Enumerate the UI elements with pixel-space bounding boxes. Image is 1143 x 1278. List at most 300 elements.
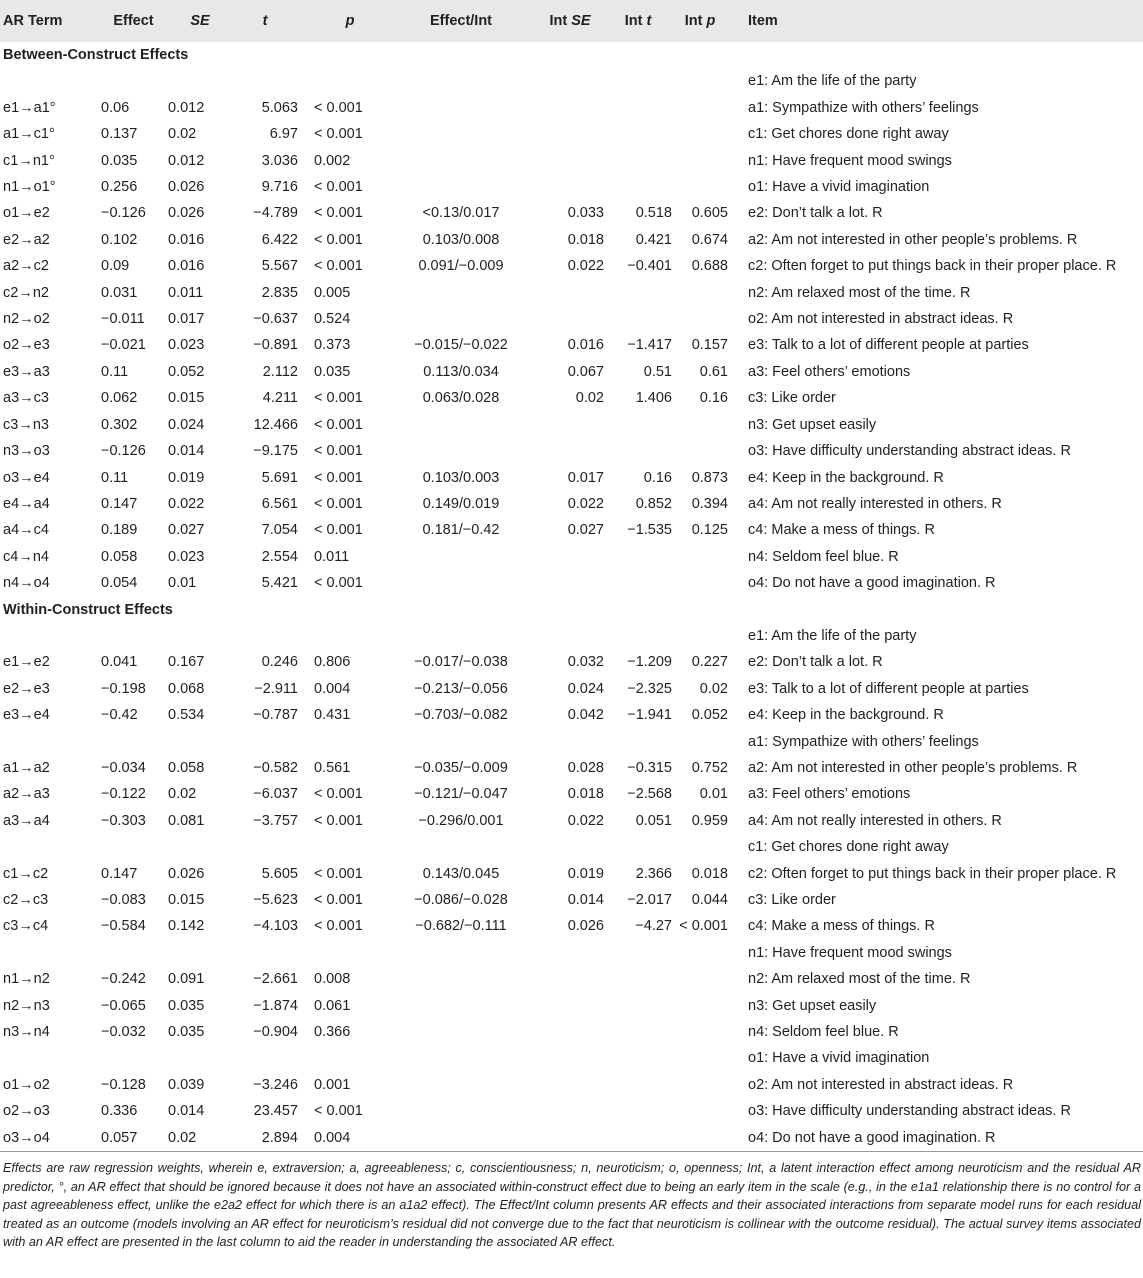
item-cell: o2: Am not interested in abstract ideas. R xyxy=(748,1076,1014,1093)
p-cell: 0.806 xyxy=(314,654,351,671)
ar-term-cell: n3→o3 xyxy=(3,443,50,460)
ar-term-cell: a3→a4 xyxy=(3,812,50,829)
section-header-row xyxy=(0,42,1143,68)
table-row xyxy=(0,174,1143,200)
t-cell xyxy=(232,623,298,649)
effect-cell: −0.126 xyxy=(101,205,146,222)
ar-term-cell: a4→c4 xyxy=(3,522,49,539)
se-cell: 0.142 xyxy=(168,918,205,935)
table-row xyxy=(0,781,1143,807)
int-p-cell: 0.227 xyxy=(691,654,728,671)
se-cell: 0.02 xyxy=(168,786,197,803)
int-t-cell: 1.406 xyxy=(635,390,672,407)
table-row xyxy=(0,755,1143,781)
int-se-cell: 0.018 xyxy=(567,231,604,248)
effect-int-cell: −0.086/−0.028 xyxy=(414,892,508,908)
ar-term-cell: a3→c3 xyxy=(3,390,49,407)
effect-cell: 0.062 xyxy=(101,390,138,407)
t-cell: 12.466 xyxy=(253,416,298,433)
t-cell: 0.246 xyxy=(261,654,298,671)
table-row xyxy=(0,887,1143,913)
int-p-cell xyxy=(672,148,728,174)
p-cell: < 0.001 xyxy=(314,918,363,935)
effect-cell: −0.42 xyxy=(101,707,138,724)
p-cell: 0.005 xyxy=(314,284,351,301)
t-cell xyxy=(232,940,298,966)
se-cell: 0.534 xyxy=(168,707,205,724)
int-p-cell xyxy=(672,1072,728,1098)
table-row xyxy=(0,570,1143,596)
int-t-cell: −1.417 xyxy=(627,337,672,354)
int-t-cell: −1.209 xyxy=(627,654,672,671)
t-cell: 2.554 xyxy=(261,548,298,565)
int-p-cell: 0.044 xyxy=(691,892,728,908)
ar-term-cell: o3→e4 xyxy=(3,469,50,486)
int-se-cell xyxy=(536,412,604,438)
int-t-cell xyxy=(604,412,672,438)
effect-int-cell xyxy=(386,280,536,306)
int-p-cell xyxy=(672,940,728,966)
effect-cell: −0.242 xyxy=(101,971,146,988)
p-cell: 0.002 xyxy=(314,152,351,169)
int-t-cell xyxy=(604,1098,672,1124)
p-cell xyxy=(298,834,386,860)
p-cell: 0.008 xyxy=(314,971,351,988)
se-cell xyxy=(166,623,232,649)
se-cell: 0.035 xyxy=(168,997,205,1014)
int-p-cell: 0.873 xyxy=(691,469,728,486)
p-cell: < 0.001 xyxy=(314,469,363,486)
item-cell: a2: Am not interested in other people’s problems. R xyxy=(748,231,1078,248)
effect-cell xyxy=(84,623,166,649)
int-p-cell: 0.605 xyxy=(691,205,728,222)
item-cell: a3: Feel others’ emotions xyxy=(748,786,911,803)
effect-int-cell xyxy=(386,148,536,174)
t-cell: −0.787 xyxy=(253,707,298,724)
p-cell xyxy=(298,68,386,94)
effect-int-cell: <0.13/0.017 xyxy=(422,205,500,222)
int-t-cell: −1.941 xyxy=(627,707,672,724)
effect-cell: −0.303 xyxy=(101,812,146,829)
item-cell: e4: Keep in the background. R xyxy=(748,707,944,724)
col-header-effect: Effect xyxy=(113,13,154,29)
table-row xyxy=(0,649,1143,675)
ar-term-cell: n3→n4 xyxy=(3,1024,50,1041)
int-p-cell xyxy=(672,412,728,438)
p-cell: < 0.001 xyxy=(314,892,363,908)
effect-int-cell: −0.121/−0.047 xyxy=(414,786,508,803)
t-cell: 4.211 xyxy=(262,390,298,407)
table-row xyxy=(0,1125,1143,1152)
int-p-cell xyxy=(672,729,728,755)
effect-cell: 0.102 xyxy=(101,231,138,248)
effect-cell: 0.054 xyxy=(101,575,138,592)
table-row xyxy=(0,993,1143,1019)
effect-int-cell: 0.143/0.045 xyxy=(422,865,500,882)
se-cell: 0.024 xyxy=(168,416,205,433)
item-cell: n4: Seldom feel blue. R xyxy=(748,1024,899,1041)
se-cell: 0.058 xyxy=(168,759,205,776)
t-cell: −3.246 xyxy=(253,1076,298,1093)
section-title: Between-Construct Effects xyxy=(3,47,189,63)
section-header-row xyxy=(0,597,1143,623)
int-se-cell: 0.022 xyxy=(567,258,604,275)
int-t-cell xyxy=(604,1045,672,1071)
effect-cell: −0.122 xyxy=(101,786,146,803)
ar-term-cell: e1→e2 xyxy=(3,654,50,671)
se-cell: 0.017 xyxy=(168,311,205,328)
table-row xyxy=(0,1019,1143,1045)
col-header-item: Item xyxy=(748,13,778,29)
int-se-cell xyxy=(536,95,604,121)
int-se-cell: 0.017 xyxy=(567,469,604,486)
effect-cell: 0.256 xyxy=(101,179,138,196)
t-cell: 5.605 xyxy=(261,865,298,882)
int-p-cell: < 0.001 xyxy=(679,918,728,935)
item-cell: n2: Am relaxed most of the time. R xyxy=(748,284,971,301)
int-t-cell xyxy=(604,174,672,200)
item-cell: n3: Get upset easily xyxy=(748,997,877,1014)
int-se-cell xyxy=(536,280,604,306)
ar-term-cell xyxy=(0,729,84,755)
effect-int-cell xyxy=(386,729,536,755)
int-se-cell: 0.024 xyxy=(567,680,604,697)
se-cell: 0.035 xyxy=(168,1024,205,1041)
int-se-cell xyxy=(536,729,604,755)
p-cell: < 0.001 xyxy=(314,126,363,143)
table-row xyxy=(0,227,1143,253)
int-se-cell: 0.032 xyxy=(567,654,604,671)
effect-cell xyxy=(84,68,166,94)
p-cell xyxy=(298,1045,386,1071)
effect-int-cell xyxy=(386,834,536,860)
int-p-cell: 0.688 xyxy=(691,258,728,275)
int-t-cell: −2.568 xyxy=(627,786,672,803)
effect-int-cell xyxy=(386,993,536,1019)
p-cell: < 0.001 xyxy=(314,443,363,460)
int-se-cell: 0.042 xyxy=(567,707,604,724)
effect-int-cell xyxy=(386,438,536,464)
se-cell: 0.039 xyxy=(168,1076,205,1093)
ar-term-cell: c2→c3 xyxy=(3,892,49,908)
col-header-ar-term: AR Term xyxy=(3,13,63,29)
p-cell: < 0.001 xyxy=(314,231,363,248)
t-cell xyxy=(232,1045,298,1071)
effect-int-cell xyxy=(386,306,536,332)
item-cell: n1: Have frequent mood swings xyxy=(748,944,952,961)
table-row xyxy=(0,966,1143,992)
se-cell: 0.012 xyxy=(168,99,205,116)
t-cell: 6.97 xyxy=(269,126,298,143)
effect-cell: 0.11 xyxy=(101,363,129,380)
ar-term-cell: n2→o2 xyxy=(3,311,50,328)
p-cell: 0.001 xyxy=(314,1076,351,1093)
table-row xyxy=(0,438,1143,464)
int-p-cell: 0.16 xyxy=(699,390,728,407)
int-t-cell xyxy=(604,834,672,860)
se-cell: 0.015 xyxy=(168,892,205,908)
ar-term-cell xyxy=(0,1045,84,1071)
se-cell xyxy=(166,68,232,94)
effect-cell: 0.11 xyxy=(101,469,129,486)
effect-int-cell: 0.091/−0.009 xyxy=(418,258,504,275)
effect-int-cell: 0.103/0.008 xyxy=(422,231,500,248)
int-p-cell xyxy=(672,966,728,992)
se-cell: 0.091 xyxy=(168,971,205,988)
table-row xyxy=(0,808,1143,834)
item-cell: e3: Talk to a lot of different people at parties xyxy=(748,680,1029,697)
effect-cell: −0.021 xyxy=(101,337,146,354)
table-row xyxy=(0,332,1143,358)
table-row xyxy=(0,359,1143,385)
ar-term-cell: a1→c1° xyxy=(3,126,55,143)
effect-cell: 0.041 xyxy=(101,654,138,671)
effect-cell: −0.584 xyxy=(101,918,146,935)
t-cell: −0.637 xyxy=(253,311,298,328)
p-cell xyxy=(298,623,386,649)
effect-cell: 0.147 xyxy=(101,865,138,882)
se-cell: 0.02 xyxy=(166,1125,232,1152)
effect-int-cell xyxy=(386,940,536,966)
int-se-cell xyxy=(536,1045,604,1071)
effect-int-cell xyxy=(386,1019,536,1045)
col-header-se: SE xyxy=(190,13,210,29)
p-cell: < 0.001 xyxy=(314,416,363,433)
int-se-cell xyxy=(536,993,604,1019)
se-cell: 0.026 xyxy=(168,205,205,222)
effect-cell: 0.035 xyxy=(101,152,138,169)
item-cell: e3: Talk to a lot of different people at parties xyxy=(748,337,1029,354)
int-t-cell: 2.366 xyxy=(635,865,672,882)
item-cell: o3: Have difficulty understanding abstract ideas. R xyxy=(748,443,1071,460)
col-header-t: t xyxy=(262,13,268,29)
p-cell: < 0.001 xyxy=(314,1103,363,1120)
t-cell: 2.835 xyxy=(261,284,298,301)
table-row xyxy=(0,676,1143,702)
t-cell: 5.567 xyxy=(261,258,298,275)
effect-int-cell: −0.017/−0.038 xyxy=(414,654,508,671)
t-cell: 5.063 xyxy=(261,99,298,116)
int-t-cell xyxy=(604,438,672,464)
t-cell xyxy=(232,729,298,755)
se-cell: 0.167 xyxy=(168,654,205,671)
t-cell: −3.757 xyxy=(253,812,298,829)
int-p-cell xyxy=(672,95,728,121)
effect-cell: −0.065 xyxy=(101,997,146,1014)
t-cell: −0.582 xyxy=(253,759,298,776)
effect-int-cell xyxy=(386,412,536,438)
effect-cell: 0.058 xyxy=(101,548,138,565)
se-cell: 0.01 xyxy=(168,575,197,592)
p-cell xyxy=(298,940,386,966)
p-cell: < 0.001 xyxy=(314,865,363,882)
ar-term-cell: e2→a2 xyxy=(3,231,50,248)
int-t-cell xyxy=(604,1019,672,1045)
effect-cell: 0.057 xyxy=(84,1125,166,1152)
ar-term-cell: a1→a2 xyxy=(3,759,50,776)
int-se-cell: 0.026 xyxy=(567,918,604,935)
item-cell: e2: Don’t talk a lot. R xyxy=(748,205,883,222)
effect-cell: −0.083 xyxy=(101,892,146,908)
p-cell: 0.061 xyxy=(314,997,351,1014)
int-t-cell xyxy=(604,95,672,121)
int-se-cell xyxy=(536,148,604,174)
int-p-cell: 0.394 xyxy=(691,495,728,512)
t-cell: −2.661 xyxy=(253,971,298,988)
effect-int-cell: 0.149/0.019 xyxy=(422,495,500,512)
int-se-cell: 0.02 xyxy=(575,390,604,407)
effect-cell: 0.06 xyxy=(101,99,130,116)
item-cell: c2: Often forget to put things back in their proper place. R xyxy=(748,258,1117,275)
effect-int-cell: −0.015/−0.022 xyxy=(414,337,508,354)
int-p-cell xyxy=(672,306,728,332)
p-cell: < 0.001 xyxy=(314,522,363,539)
table-row xyxy=(0,412,1143,438)
int-se-cell xyxy=(536,1019,604,1045)
effect-int-cell: 0.181/−0.42 xyxy=(422,522,500,539)
se-cell: 0.016 xyxy=(168,231,205,248)
item-cell: c3: Like order xyxy=(748,390,836,407)
effect-int-cell: 0.063/0.028 xyxy=(422,390,500,407)
item-cell: e1: Am the life of the party xyxy=(748,73,917,90)
item-cell: n2: Am relaxed most of the time. R xyxy=(748,971,971,988)
item-cell: o4: Do not have a good imagination. R xyxy=(748,575,996,592)
item-cell: a4: Am not really interested in others. R xyxy=(748,812,1002,829)
effect-cell: 0.09 xyxy=(101,258,130,275)
se-cell: 0.081 xyxy=(168,812,205,829)
table-row xyxy=(0,702,1143,728)
effect-int-cell xyxy=(386,544,536,570)
p-cell: < 0.001 xyxy=(314,205,363,222)
int-t-cell xyxy=(604,993,672,1019)
col-header-int-se: Int SE xyxy=(549,13,591,29)
ar-term-cell: n1→o1° xyxy=(3,179,56,196)
se-cell xyxy=(166,834,232,860)
effect-cell: 0.031 xyxy=(101,284,138,301)
item-cell: o1: Have a vivid imagination xyxy=(748,179,930,196)
p-cell: 0.524 xyxy=(314,311,351,328)
item-cell: c4: Make a mess of things. R xyxy=(748,522,935,539)
ar-term-cell: c3→n3 xyxy=(3,416,49,433)
effect-cell: −0.198 xyxy=(101,680,146,697)
effect-int-cell: 0.113/0.034 xyxy=(423,363,499,380)
p-cell: < 0.001 xyxy=(314,258,363,275)
table-row xyxy=(0,465,1143,491)
t-cell: 3.036 xyxy=(261,152,298,169)
table-row xyxy=(0,861,1143,887)
int-se-cell xyxy=(536,570,604,596)
effect-cell xyxy=(84,1045,166,1071)
se-cell: 0.015 xyxy=(168,390,205,407)
effect-cell xyxy=(84,729,166,755)
effect-int-cell xyxy=(386,174,536,200)
ar-term-cell: c2→n2 xyxy=(3,284,49,301)
table-row xyxy=(0,148,1143,174)
se-cell: 0.019 xyxy=(168,469,205,486)
int-se-cell: 0.019 xyxy=(567,865,604,882)
ar-term-cell: o1→e2 xyxy=(3,205,50,222)
effect-int-cell: −0.682/−0.111 xyxy=(415,918,507,935)
effect-int-cell xyxy=(386,966,536,992)
table-row xyxy=(0,68,1143,94)
effect-cell: 0.336 xyxy=(101,1103,138,1120)
table-row xyxy=(0,834,1143,860)
int-p-cell xyxy=(672,993,728,1019)
ar-term-cell: e2→e3 xyxy=(3,680,50,697)
t-cell: −4.103 xyxy=(253,918,298,935)
effect-cell: 0.302 xyxy=(101,416,138,433)
int-se-cell xyxy=(536,1072,604,1098)
int-t-cell xyxy=(604,68,672,94)
int-p-cell xyxy=(672,623,728,649)
se-cell: 0.014 xyxy=(168,443,205,460)
ar-term-cell: n4→o4 xyxy=(3,575,50,592)
se-cell: 0.012 xyxy=(168,152,205,169)
ar-term-cell: e3→a3 xyxy=(3,363,50,380)
effect-cell: 0.189 xyxy=(101,522,138,539)
table-header-row xyxy=(0,0,1143,42)
effect-int-cell xyxy=(386,570,536,596)
int-p-cell: 0.052 xyxy=(691,707,728,724)
item-cell: o1: Have a vivid imagination xyxy=(748,1050,930,1067)
item-cell: c2: Often forget to put things back in their proper place. R xyxy=(748,865,1117,882)
item-cell: a3: Feel others’ emotions xyxy=(748,363,911,380)
int-t-cell xyxy=(604,940,672,966)
ar-term-cell: e4→a4 xyxy=(3,495,50,512)
se-cell: 0.026 xyxy=(168,865,205,882)
effect-int-cell: −0.703/−0.082 xyxy=(414,707,508,724)
int-t-cell: −0.315 xyxy=(627,759,672,776)
ar-term-cell: e1→a1° xyxy=(3,99,56,116)
item-cell: a1: Sympathize with others’ feelings xyxy=(748,99,979,116)
int-p-cell: 0.125 xyxy=(691,522,728,539)
p-cell: < 0.001 xyxy=(314,786,363,803)
table-row xyxy=(0,1098,1143,1124)
int-t-cell xyxy=(604,729,672,755)
int-p-cell xyxy=(672,280,728,306)
table-row xyxy=(0,1045,1143,1071)
item-cell: c1: Get chores done right away xyxy=(748,839,949,856)
item-cell: o2: Am not interested in abstract ideas. R xyxy=(748,311,1014,328)
effect-int-cell xyxy=(386,1072,536,1098)
int-p-cell xyxy=(672,174,728,200)
int-se-cell xyxy=(536,966,604,992)
int-se-cell: 0.028 xyxy=(567,759,604,776)
item-cell: n3: Get upset easily xyxy=(748,416,877,433)
ar-term-cell xyxy=(0,68,84,94)
int-p-cell xyxy=(672,1125,728,1152)
col-header-p: p xyxy=(345,13,355,29)
t-cell: −2.911 xyxy=(254,680,298,697)
effect-cell xyxy=(84,834,166,860)
effect-cell: −0.126 xyxy=(101,443,146,460)
effect-int-cell: −0.296/0.001 xyxy=(418,812,504,829)
ar-term-cell: o3→o4 xyxy=(0,1125,84,1152)
table-row xyxy=(0,1072,1143,1098)
int-se-cell: 0.018 xyxy=(567,786,604,803)
int-t-cell: 0.852 xyxy=(635,495,672,512)
effect-cell: −0.128 xyxy=(101,1076,146,1093)
int-t-cell: −0.401 xyxy=(627,258,672,275)
int-p-cell xyxy=(672,570,728,596)
se-cell: 0.023 xyxy=(168,337,205,354)
effect-cell: 0.137 xyxy=(101,126,138,143)
int-se-cell: 0.067 xyxy=(567,363,604,380)
int-se-cell xyxy=(536,544,604,570)
effect-cell xyxy=(84,940,166,966)
int-t-cell xyxy=(604,148,672,174)
table-row xyxy=(0,544,1143,570)
